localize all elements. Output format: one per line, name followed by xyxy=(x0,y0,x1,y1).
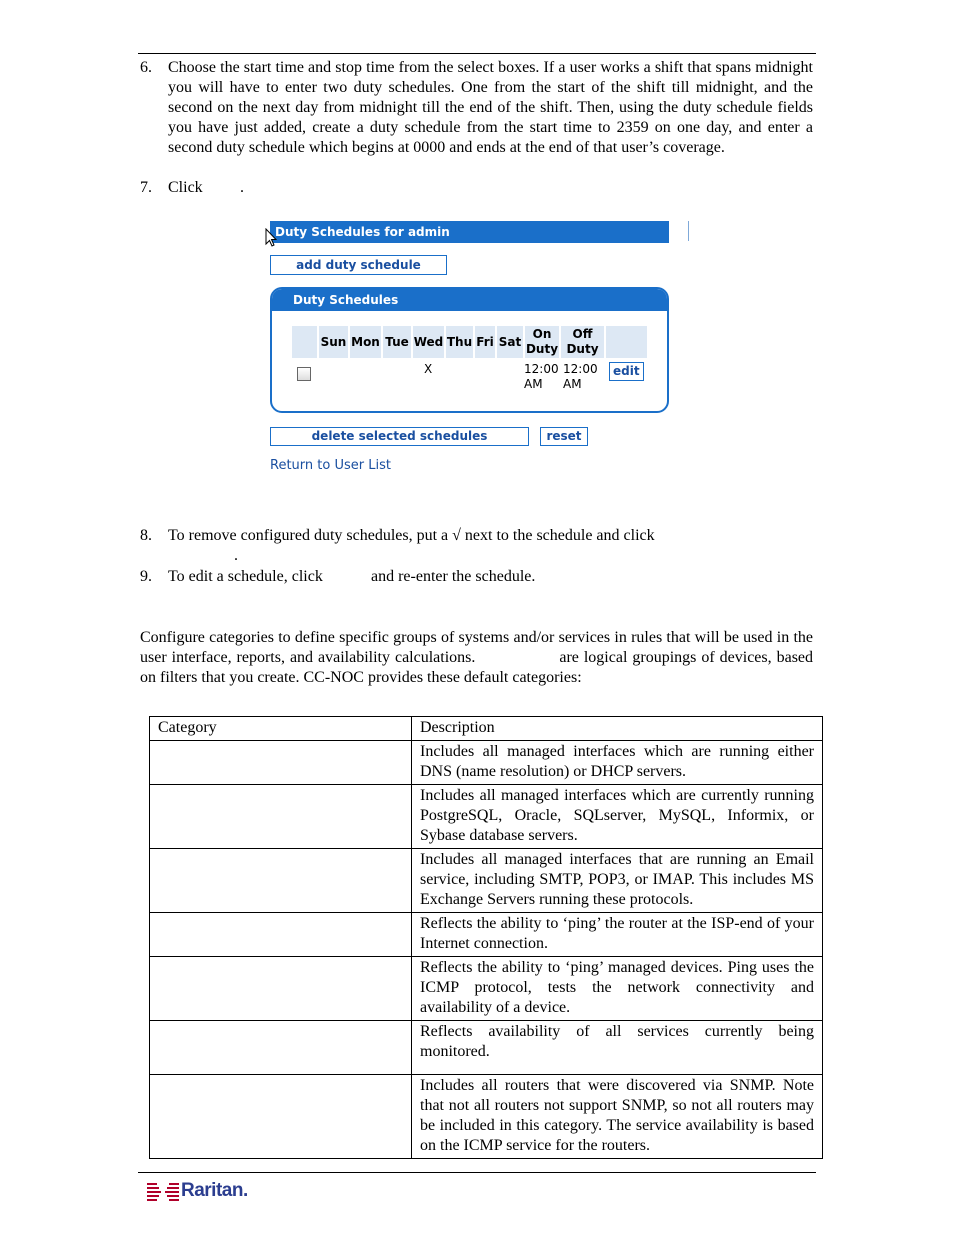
col-mon: Mon xyxy=(350,326,381,358)
raritan-logo-text: Raritan. xyxy=(181,1180,248,1201)
raritan-logo-icon xyxy=(145,1180,181,1204)
step-9-tail: and re-enter the schedule. xyxy=(371,568,536,585)
screen-title: Duty Schedules for admin xyxy=(270,221,669,243)
panel-title: Duty Schedules xyxy=(272,289,667,311)
step-8-number: 8. xyxy=(140,527,152,544)
step-7-text: Click xyxy=(168,179,203,196)
step-7-number: 7. xyxy=(140,179,152,196)
step-9-text: To edit a schedule, click xyxy=(168,568,323,585)
row-description: Includes all managed interfaces which are running either DNS (name resolution) or DHCP servers. xyxy=(412,741,823,785)
col-tue: Tue xyxy=(383,326,411,358)
col-select-header xyxy=(292,326,317,358)
reset-button[interactable]: reset xyxy=(540,427,588,446)
table-row xyxy=(150,913,823,957)
step-9-number: 9. xyxy=(140,568,152,585)
mouse-cursor-icon xyxy=(265,228,277,248)
col-sun: Sun xyxy=(319,326,348,358)
categories-table xyxy=(149,716,823,1159)
header-rule xyxy=(138,53,816,54)
col-off-duty: Off Duty xyxy=(561,326,604,358)
table-row xyxy=(150,1021,823,1075)
col-thu: Thu xyxy=(446,326,473,358)
col-sat: Sat xyxy=(497,326,523,358)
col-wed: Wed xyxy=(413,326,444,358)
step-7-tail: . xyxy=(240,179,244,196)
step-8-text: To remove configured duty schedules, put a √ next to the schedule and click xyxy=(168,527,655,544)
add-duty-schedule-button[interactable]: add duty schedule xyxy=(270,255,447,275)
step-8-tail: . xyxy=(234,547,238,564)
row-description: Reflects the ability to ‘ping’ managed devices. Ping uses the ICMP protocol, tests the network connectivity and availability of a device. xyxy=(412,957,823,1021)
cell-off-duty: 12:00 AM xyxy=(563,362,598,391)
intro-text-1: Configure categories to define specific groups of systems and/or services in rules that will be used in the user interface, reports, and availability calculations. xyxy=(140,629,813,666)
schedule-select-checkbox[interactable] xyxy=(297,367,311,381)
row-description: Reflects availability of all services currently being monitored. xyxy=(412,1021,823,1075)
return-to-user-list-link[interactable]: Return to User List xyxy=(270,458,391,473)
header-category: Category xyxy=(150,717,412,741)
col-fri: Fri xyxy=(475,326,495,358)
table-row xyxy=(150,1075,823,1159)
header-description: Description xyxy=(412,717,823,741)
step-6-text: Choose the start time and stop time from the select boxes. If a user works a shift that spans midnight you will have to enter two duty schedules. One from the start of the shift till midnight, and the second on the next day from midnight till the end of the shift. Then, using the duty schedule fields you have just added, create a duty schedule from the start time to 2359 on one day, and enter a second duty schedule which begins at 0000 and ends at the end of that user’s coverage. xyxy=(168,59,813,156)
step-6-number: 6. xyxy=(140,59,152,76)
intro-paragraph xyxy=(140,628,813,688)
col-actions-header xyxy=(606,326,647,358)
row-description: Includes all managed interfaces which are currently running PostgreSQL, Oracle, SQLserver, MySQL, Informix, or Sybase database servers. xyxy=(412,785,823,849)
edit-button[interactable]: edit xyxy=(609,362,644,381)
table-row xyxy=(150,957,823,1021)
table-row xyxy=(150,785,823,849)
delete-selected-schedules-button[interactable]: delete selected schedules xyxy=(270,427,529,446)
table-row xyxy=(150,849,823,913)
table-header-row xyxy=(150,717,823,741)
footer-rule xyxy=(138,1172,816,1173)
cell-on-duty: 12:00 AM xyxy=(524,362,559,391)
row-description: Reflects the ability to ‘ping’ the router at the ISP-end of your Internet connection. xyxy=(412,913,823,957)
table-row xyxy=(150,741,823,785)
cell-wed-mark: X xyxy=(424,362,433,376)
intro-text-2: are logical groupings of devices, based on filters that you create. CC-NOC provides these default categories: xyxy=(140,649,814,686)
row-description: Includes all routers that were discovered via SNMP. Note that not all routers not support SNMP, so not all routers may be included in this category. The service availability is based on the ICMP service for the routers. xyxy=(412,1075,823,1159)
row-description: Includes all managed interfaces that are running an Email service, including SMTP, POP3, or IMAP. This includes MS Exchange Servers running these protocols. xyxy=(412,849,823,913)
separator-line xyxy=(688,221,689,241)
col-on-duty: On Duty xyxy=(525,327,559,356)
